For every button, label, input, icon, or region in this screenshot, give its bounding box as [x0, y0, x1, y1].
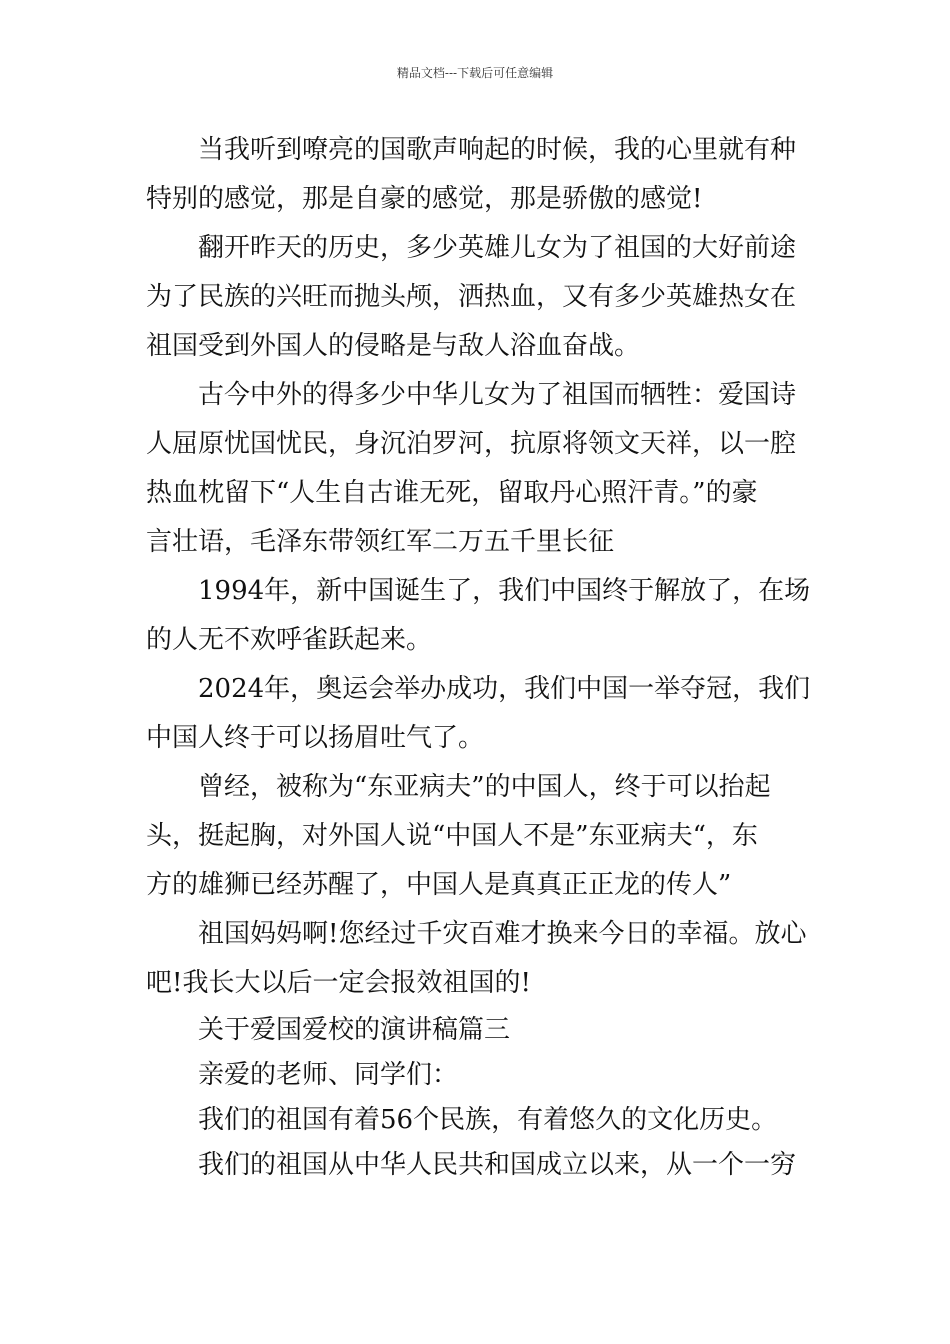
- text-line: 的人无不欢呼雀跃起来。: [146, 625, 433, 655]
- page-header: 精品文档---下载后可任意编辑: [396, 66, 554, 80]
- text-line: 1994年，新中国诞生了，我们中国终于解放了，在场: [198, 576, 810, 606]
- text-line: 头，挺起胸，对外国人说“中国人不是”东亚病夫“，东: [146, 821, 758, 851]
- text-line: 祖国妈妈啊!您经过千灾百难才换来今日的幸福。放心: [198, 919, 807, 949]
- text-line: 为了民族的兴旺而抛头颅，洒热血，又有多少英雄热女在: [146, 282, 797, 312]
- text-line: 祖国受到外国人的侵略是与敌人浴血奋战。: [146, 331, 641, 361]
- text-line: 方的雄狮已经苏醒了，中国人是真真正正龙的传人”: [146, 870, 732, 900]
- text-line: 曾经，被称为“东亚病夫”的中国人，终于可以抬起: [198, 772, 771, 802]
- text-line: 2024年，奥运会举办成功，我们中国一举夺冠，我们: [198, 674, 810, 704]
- text-line: 古今中外的得多少中华儿女为了祖国而牺牲：爱国诗: [198, 380, 797, 410]
- text-line: 言壮语，毛泽东带领红军二万五千里长征: [146, 527, 615, 557]
- salutation: 亲爱的老师、同学们：: [198, 1060, 459, 1090]
- text-line: 人屈原忧国忧民，身沉泊罗河，抗原将领文天祥，以一腔: [146, 429, 797, 459]
- text-line: 特别的感觉，那是自豪的感觉，那是骄傲的感觉!: [146, 184, 703, 214]
- section-heading: 关于爱国爱校的演讲稿篇三: [198, 1015, 511, 1045]
- text-line: 吧!我长大以后一定会报效祖国的!: [146, 968, 531, 998]
- text-line: 我们的祖国有着56个民族，有着悠久的文化历史。: [198, 1105, 778, 1135]
- text-line: 中国人终于可以扬眉吐气了。: [146, 723, 485, 753]
- text-line: 当我听到嘹亮的国歌声响起的时候，我的心里就有种: [198, 135, 797, 165]
- text-line: 我们的祖国从中华人民共和国成立以来，从一个一穷: [198, 1150, 797, 1180]
- text-line: 翻开昨天的历史，多少英雄儿女为了祖国的大好前途: [198, 233, 797, 263]
- text-line: 热血枕留下“人生自古谁无死，留取丹心照汗青。”的豪: [146, 478, 758, 508]
- document-body: [146, 126, 810, 1188]
